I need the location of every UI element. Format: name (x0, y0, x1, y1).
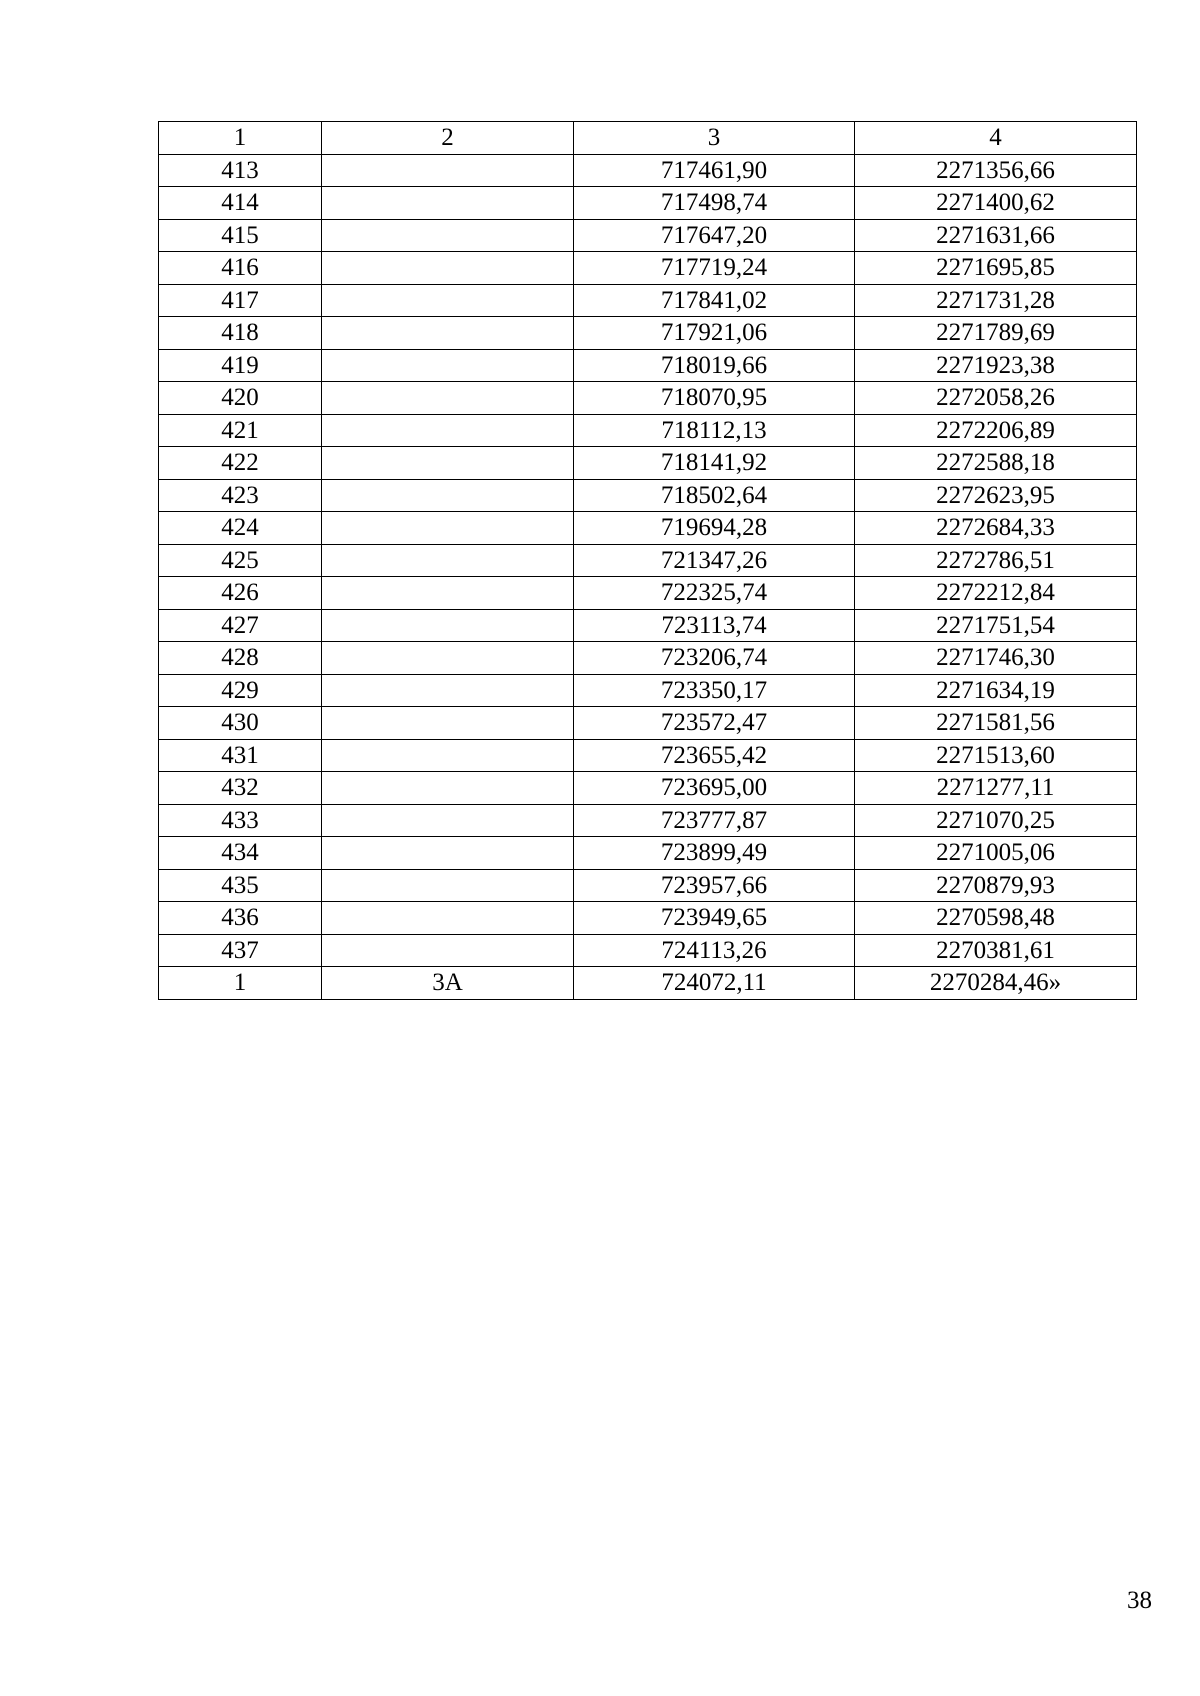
coord-y-cell: 2271581,56 (855, 707, 1137, 740)
table-row (159, 187, 1137, 220)
coord-y-cell: 2272786,51 (855, 544, 1137, 577)
coord-y-cell: 2272684,33 (855, 512, 1137, 545)
coord-y-cell: 2270381,61 (855, 934, 1137, 967)
point-number-cell: 413 (159, 154, 322, 187)
table-row (159, 739, 1137, 772)
zone-cell (322, 902, 574, 935)
coord-y-cell: 2271923,38 (855, 349, 1137, 382)
zone-cell (322, 577, 574, 610)
coord-y-cell: 2270284,46» (855, 967, 1137, 1000)
point-number-cell: 421 (159, 414, 322, 447)
zone-cell (322, 544, 574, 577)
point-number-cell: 426 (159, 577, 322, 610)
table-row (159, 284, 1137, 317)
coord-x-cell: 723206,74 (574, 642, 855, 675)
zone-cell (322, 739, 574, 772)
zone-cell (322, 869, 574, 902)
zone-cell (322, 414, 574, 447)
zone-cell (322, 219, 574, 252)
coord-x-cell: 717719,24 (574, 252, 855, 285)
zone-cell (322, 707, 574, 740)
table-row (159, 544, 1137, 577)
point-number-cell: 429 (159, 674, 322, 707)
coordinates-table (158, 121, 1137, 1000)
point-number-cell: 435 (159, 869, 322, 902)
point-number-cell: 414 (159, 187, 322, 220)
coord-x-cell: 723957,66 (574, 869, 855, 902)
coord-x-cell: 723899,49 (574, 837, 855, 870)
table-row (159, 902, 1137, 935)
coord-y-cell: 2271695,85 (855, 252, 1137, 285)
table-row (159, 642, 1137, 675)
zone-cell (322, 284, 574, 317)
table-row (159, 252, 1137, 285)
coord-x-cell: 718502,64 (574, 479, 855, 512)
coord-x-cell: 723949,65 (574, 902, 855, 935)
table-row (159, 447, 1137, 480)
table-row (159, 317, 1137, 350)
coord-x-cell: 723695,00 (574, 772, 855, 805)
coord-y-cell: 2271070,25 (855, 804, 1137, 837)
header-cell-4: 4 (855, 122, 1137, 155)
point-number-cell: 436 (159, 902, 322, 935)
zone-cell (322, 252, 574, 285)
coord-x-cell: 721347,26 (574, 544, 855, 577)
table-row (159, 804, 1137, 837)
point-number-cell: 433 (159, 804, 322, 837)
zone-cell (322, 837, 574, 870)
zone-cell (322, 642, 574, 675)
point-number-cell: 416 (159, 252, 322, 285)
table-row (159, 479, 1137, 512)
coord-x-cell: 718141,92 (574, 447, 855, 480)
coord-y-cell: 2272623,95 (855, 479, 1137, 512)
coord-y-cell: 2270879,93 (855, 869, 1137, 902)
zone-cell (322, 772, 574, 805)
zone-cell (322, 934, 574, 967)
coord-x-cell: 717498,74 (574, 187, 855, 220)
point-number-cell: 417 (159, 284, 322, 317)
coord-y-cell: 2271005,06 (855, 837, 1137, 870)
table-row (159, 219, 1137, 252)
table-row (159, 674, 1137, 707)
coord-x-cell: 723350,17 (574, 674, 855, 707)
table-row (159, 967, 1137, 1000)
coord-x-cell: 718112,13 (574, 414, 855, 447)
table-row (159, 869, 1137, 902)
point-number-cell: 427 (159, 609, 322, 642)
point-number-cell: 422 (159, 447, 322, 480)
point-number-cell: 415 (159, 219, 322, 252)
table-row (159, 349, 1137, 382)
point-number-cell: 1 (159, 967, 322, 1000)
table-row (159, 772, 1137, 805)
coord-x-cell: 724113,26 (574, 934, 855, 967)
table-row (159, 414, 1137, 447)
zone-cell (322, 317, 574, 350)
table-row (159, 837, 1137, 870)
coord-y-cell: 2271513,60 (855, 739, 1137, 772)
coord-y-cell: 2271731,28 (855, 284, 1137, 317)
point-number-cell: 419 (159, 349, 322, 382)
header-cell-1: 1 (159, 122, 322, 155)
zone-cell (322, 609, 574, 642)
point-number-cell: 437 (159, 934, 322, 967)
coord-y-cell: 2271400,62 (855, 187, 1137, 220)
coord-x-cell: 718070,95 (574, 382, 855, 415)
point-number-cell: 430 (159, 707, 322, 740)
coord-y-cell: 2271751,54 (855, 609, 1137, 642)
table-body (159, 122, 1137, 1000)
point-number-cell: 434 (159, 837, 322, 870)
zone-cell (322, 349, 574, 382)
coord-x-cell: 723572,47 (574, 707, 855, 740)
coord-x-cell: 723655,42 (574, 739, 855, 772)
table-row (159, 934, 1137, 967)
table-row (159, 382, 1137, 415)
table-row (159, 609, 1137, 642)
table-header-row (159, 122, 1137, 155)
coord-y-cell: 2271277,11 (855, 772, 1137, 805)
coord-x-cell: 722325,74 (574, 577, 855, 610)
coord-x-cell: 723777,87 (574, 804, 855, 837)
coord-x-cell: 724072,11 (574, 967, 855, 1000)
point-number-cell: 418 (159, 317, 322, 350)
coord-x-cell: 718019,66 (574, 349, 855, 382)
point-number-cell: 420 (159, 382, 322, 415)
point-number-cell: 423 (159, 479, 322, 512)
coordinates-table-container (158, 121, 1136, 1000)
page-number: 38 (1127, 1587, 1152, 1614)
table-row (159, 154, 1137, 187)
zone-cell (322, 187, 574, 220)
coord-y-cell: 2271356,66 (855, 154, 1137, 187)
zone-cell: 3А (322, 967, 574, 1000)
table-row (159, 707, 1137, 740)
coord-y-cell: 2271631,66 (855, 219, 1137, 252)
coord-y-cell: 2272588,18 (855, 447, 1137, 480)
header-cell-2: 2 (322, 122, 574, 155)
zone-cell (322, 512, 574, 545)
coord-y-cell: 2272206,89 (855, 414, 1137, 447)
coord-y-cell: 2272058,26 (855, 382, 1137, 415)
point-number-cell: 431 (159, 739, 322, 772)
zone-cell (322, 382, 574, 415)
coord-y-cell: 2272212,84 (855, 577, 1137, 610)
coord-x-cell: 723113,74 (574, 609, 855, 642)
header-cell-3: 3 (574, 122, 855, 155)
zone-cell (322, 447, 574, 480)
zone-cell (322, 479, 574, 512)
zone-cell (322, 674, 574, 707)
point-number-cell: 424 (159, 512, 322, 545)
coord-x-cell: 717461,90 (574, 154, 855, 187)
table-row (159, 577, 1137, 610)
zone-cell (322, 804, 574, 837)
coord-y-cell: 2271746,30 (855, 642, 1137, 675)
coord-x-cell: 717841,02 (574, 284, 855, 317)
point-number-cell: 432 (159, 772, 322, 805)
coord-x-cell: 719694,28 (574, 512, 855, 545)
point-number-cell: 428 (159, 642, 322, 675)
table-row (159, 512, 1137, 545)
coord-y-cell: 2271634,19 (855, 674, 1137, 707)
point-number-cell: 425 (159, 544, 322, 577)
coord-x-cell: 717921,06 (574, 317, 855, 350)
coord-y-cell: 2271789,69 (855, 317, 1137, 350)
coord-x-cell: 717647,20 (574, 219, 855, 252)
zone-cell (322, 154, 574, 187)
coord-y-cell: 2270598,48 (855, 902, 1137, 935)
